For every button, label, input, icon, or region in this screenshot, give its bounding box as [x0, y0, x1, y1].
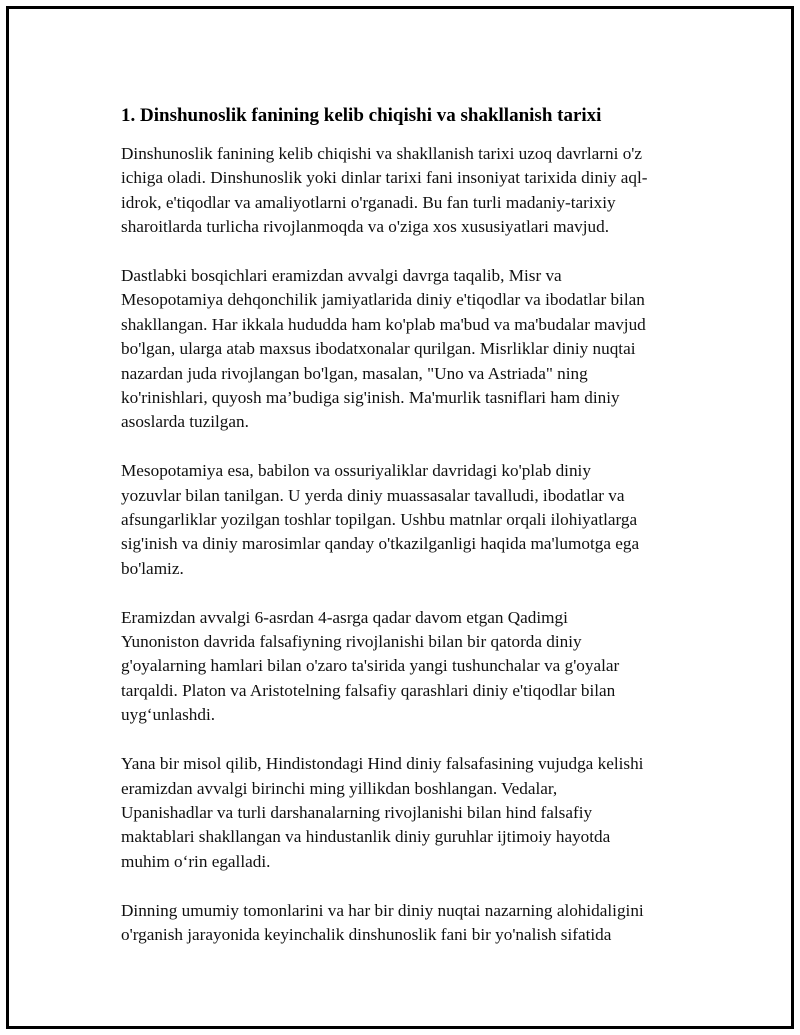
text-line: Mesopotamiya dehqonchilik jamiyatlarida diniy e'tiqodlar va ibodatlar bilan — [121, 290, 645, 310]
page-frame — [6, 6, 794, 1029]
text-line: g'oyalarning hamlari bilan o'zaro ta'sirida yangi tushunchalar va g'oyalar — [121, 656, 620, 676]
text-line: bo'lgan, ularga atab maxsus ibodatxonalar qurilgan. Misrliklar diniy nuqtai — [121, 339, 636, 359]
text-line: Eramizdan avvalgi 6-asrdan 4-asrga qadar davom etgan Qadimgi — [121, 607, 568, 627]
text-line: o'rganish jarayonida keyinchalik dinshunoslik fani bir yo'nalish sifatida — [121, 924, 612, 944]
text-line: sharoitlarda turlicha rivojlanmoqda va o'ziga xos xususiyatlari mavjud. — [121, 217, 610, 237]
text-line: uyg‘unlashdi. — [121, 705, 216, 725]
text-line: yozuvlar bilan tanilgan. U yerda diniy muassasalar tavalludi, ibodatlar va — [121, 485, 625, 505]
text-line: asoslarda tuzilgan. — [121, 412, 249, 432]
text-line: afsungarliklar yozilgan toshlar topilgan. Ushbu matnlar orqali ilohiyatlarga — [121, 510, 638, 530]
paragraph-list — [121, 142, 693, 947]
text-line: muhim o‘rin egalladi. — [121, 851, 271, 871]
text-line: Dinshunoslik fanining kelib chiqishi va shakllanish tarixi uzoq davrlarni o'z — [121, 144, 643, 163]
text-line: nazardan juda rivojlangan bo'lgan, masalan, "Uno va Astriada" ning — [121, 363, 588, 383]
paragraph — [121, 606, 693, 728]
text-line: maktablari shakllangan va hindustanlik diniy guruhlar ijtimoiy hayotda — [121, 827, 611, 847]
section-heading: 1. Dinshunoslik fanining kelib chiqishi va shakllanish tarixi — [121, 105, 602, 126]
paragraph — [121, 142, 693, 240]
text-line: Mesopotamiya esa, babilon va ossuriyaliklar davridagi ko'plab diniy — [121, 461, 591, 481]
text-line: bo'lamiz. — [121, 558, 184, 578]
paragraph — [121, 459, 693, 581]
text-line: Dinning umumiy tomonlarini va har bir diniy nuqtai nazarning alohidaligini — [121, 900, 644, 920]
text-line: idrok, e'tiqodlar va amaliyotlarni o'rganadi. Bu fan turli madaniy-tarixiy — [121, 192, 616, 212]
text-line: tarqaldi. Platon va Aristotelning falsafiy qarashlari diniy e'tiqodlar bilan — [121, 680, 616, 700]
text-line: shakllangan. Har ikkala hududda ham ko'plab ma'bud va ma'budalar mavjud — [121, 314, 646, 334]
text-line: ichiga oladi. Dinshunoslik yoki dinlar tarixi fani insoniyat tarixida diniy aql- — [121, 168, 648, 188]
text-line: Yana bir misol qilib, Hindistondagi Hind diniy falsafasining vujudga kelishi — [121, 754, 644, 774]
paragraph — [121, 752, 693, 874]
text-line: Upanishadlar va turli darshanalarning rivojlanishi bilan hind falsafiy — [121, 802, 593, 822]
paragraph — [121, 899, 693, 948]
text-line: Yunoniston davrida falsafiyning rivojlanishi bilan bir qatorda diniy — [121, 632, 582, 652]
text-line: Dastlabki bosqichlari eramizdan avvalgi davrga taqalib, Misr va — [121, 266, 562, 286]
text-line: sig'inish va diniy marosimlar qanday o'tkazilganligi haqida ma'lumotga ega — [121, 534, 640, 554]
document-body — [121, 104, 693, 972]
text-line: eramizdan avvalgi birinchi ming yillikdan boshlangan. Vedalar, — [121, 778, 558, 798]
paragraph — [121, 264, 693, 435]
text-line: ko'rinishlari, quyosh ma’budiga sig'inish. Ma'murlik tasniflari ham diniy — [121, 388, 620, 408]
